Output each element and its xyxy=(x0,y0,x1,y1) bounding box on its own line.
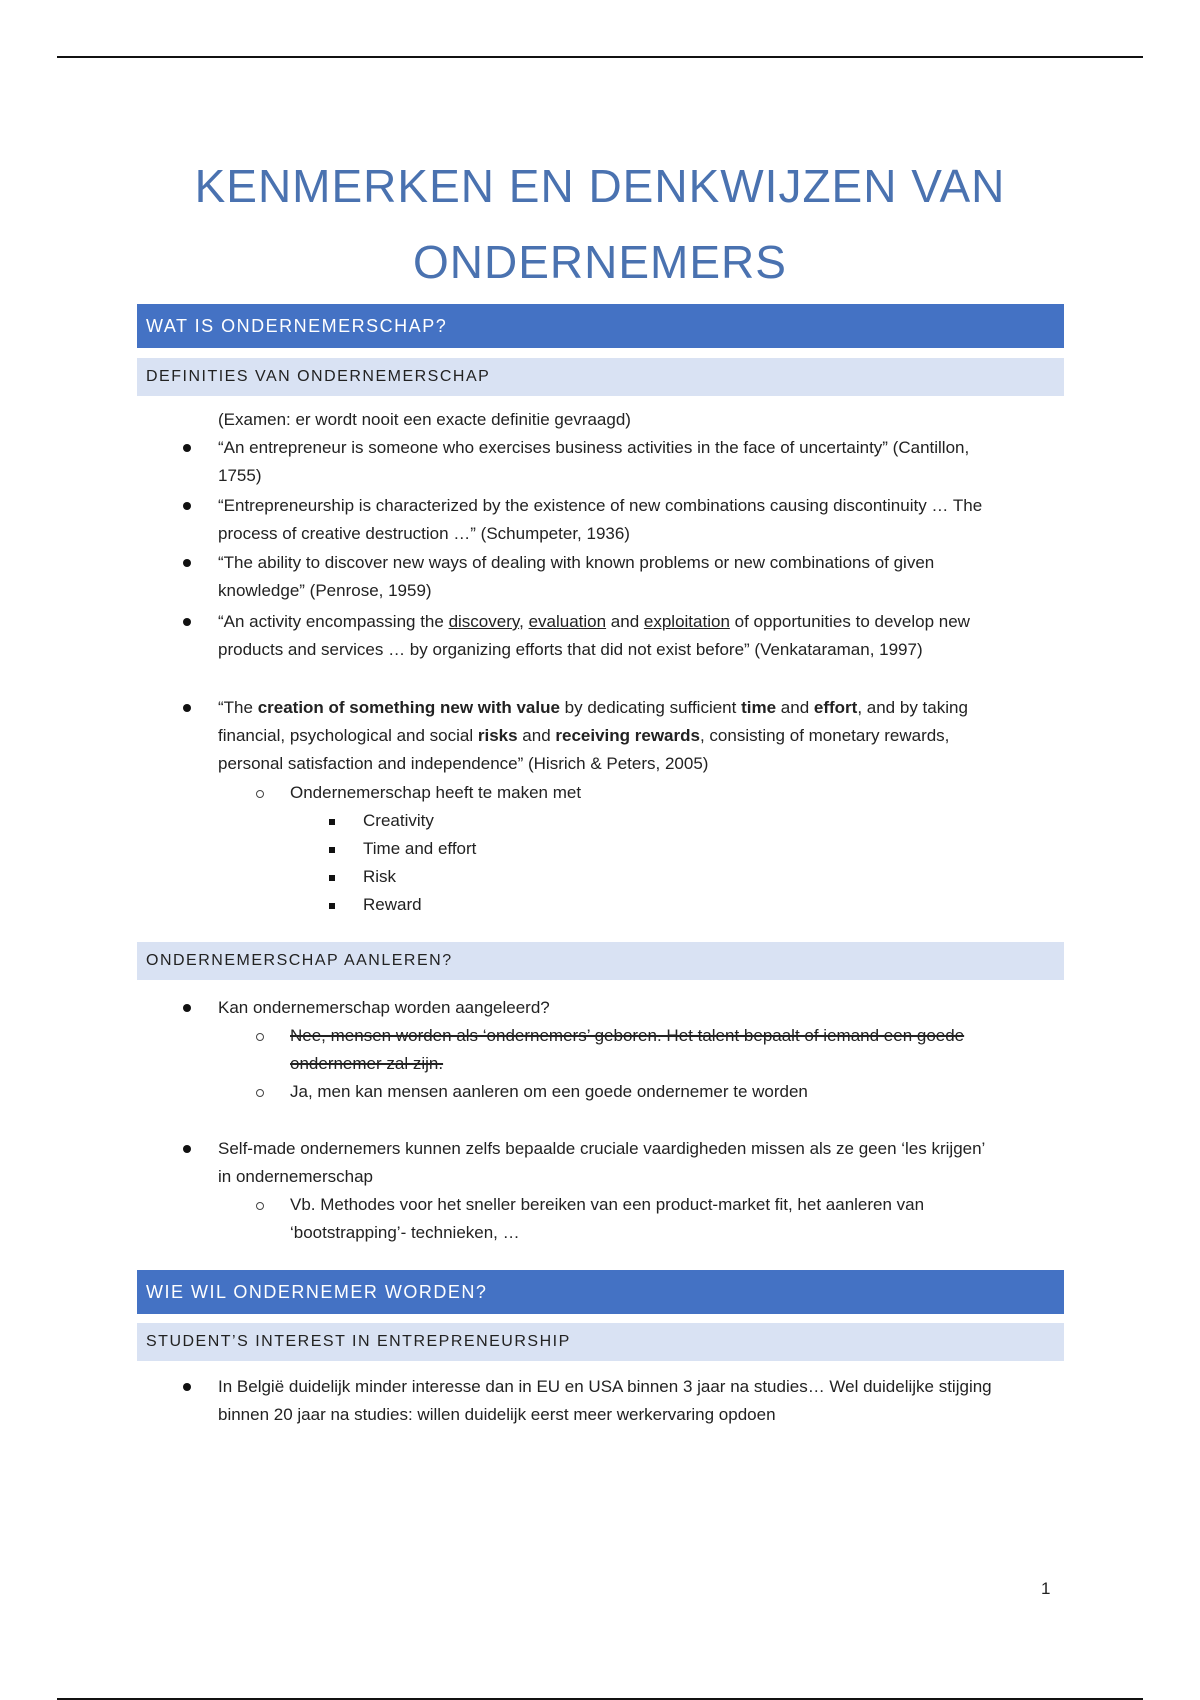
def4-discovery: discovery xyxy=(448,612,520,631)
example-line2: ‘bootstrapping’- technieken, … xyxy=(290,1223,520,1242)
circle-bullet-icon xyxy=(256,1202,264,1210)
bullet-icon xyxy=(183,559,191,567)
def4-pre: “An activity encompassing the xyxy=(218,612,449,631)
square-bullet-icon xyxy=(329,875,335,881)
struck-answer-line2: ondernemer zal zijn. xyxy=(290,1054,444,1073)
def5-l2c: , consisting of monetary rewards, xyxy=(699,726,950,745)
definition-venkataraman-line1 xyxy=(218,608,970,636)
definition-hisrich-line1 xyxy=(218,694,968,722)
title-line-2: ONDERNEMERS xyxy=(413,236,787,288)
selfmade-line1: Self-made ondernemers kunnen zelfs bepaalde cruciale vaardigheden missen als ze geen ‘les krijgen’ xyxy=(218,1139,986,1158)
list-item-risk: Risk xyxy=(363,867,397,886)
definition-penrose-line1: “The ability to discover new ways of dealing with known problems or new combinations of given xyxy=(218,553,935,572)
def5-t3: and xyxy=(776,698,814,717)
def5-l2b: and xyxy=(517,726,556,745)
def5-t2: by dedicating sufficient xyxy=(559,698,742,717)
section-heading-wat-is-ondernemerschap: WAT IS ONDERNEMERSCHAP? xyxy=(137,304,1064,348)
selfmade-line2: in ondernemerschap xyxy=(218,1167,373,1186)
exam-note: (Examen: er wordt nooit een exacte definitie gevraagd) xyxy=(218,410,631,429)
page-number: 1 xyxy=(1041,1579,1051,1598)
bullet-icon xyxy=(183,444,191,452)
question-aanleren: Kan ondernemerschap worden aangeleerd? xyxy=(218,998,550,1017)
interest-line2: binnen 20 jaar na studies: willen duidelijk eerst meer werkervaring opdoen xyxy=(218,1405,776,1424)
circle-bullet-icon xyxy=(256,1089,264,1097)
def4-sep1: , xyxy=(519,612,529,631)
struck-answer-line1: Nee, mensen worden als ‘ondernemers’ geboren. Het talent bepaalt of iemand een goede xyxy=(290,1026,965,1045)
list-item-reward: Reward xyxy=(363,895,422,914)
interest-line1: In België duidelijk minder interesse dan in EU en USA binnen 3 jaar na studies… Wel duidelijke stijging xyxy=(218,1377,992,1396)
definition-cantillon-line1: “An entrepreneur is someone who exercises business activities in the face of uncertainty” (Cantillon, xyxy=(218,438,970,457)
bullet-icon xyxy=(183,1383,191,1391)
bullet-icon xyxy=(183,618,191,626)
sub-item-ondernemerschap: Ondernemerschap heeft te maken met xyxy=(290,783,582,802)
bullet-icon xyxy=(183,704,191,712)
def4-post: of opportunities to develop new xyxy=(729,612,970,631)
def5-t1: “The xyxy=(218,698,258,717)
header-rule xyxy=(57,56,1143,58)
def5-t4: , and by taking xyxy=(857,698,968,717)
answer-yes: Ja, men kan mensen aanleren om een goede ondernemer te worden xyxy=(290,1082,808,1101)
page-title xyxy=(0,148,1200,300)
subsection-heading-definities: DEFINITIES VAN ONDERNEMERSCHAP xyxy=(137,358,1064,396)
definition-hisrich-line3: personal satisfaction and independence” (Hisrich & Peters, 2005) xyxy=(218,754,709,773)
def4-exploitation: exploitation xyxy=(643,612,730,631)
bullet-icon xyxy=(183,1004,191,1012)
subsection-heading-student-interest: STUDENT’S INTEREST IN ENTREPRENEURSHIP xyxy=(137,1323,1064,1361)
definition-cantillon-line2: 1755) xyxy=(218,466,262,485)
list-item-time-effort: Time and effort xyxy=(363,839,477,858)
def5-l2a: financial, psychological and social xyxy=(218,726,478,745)
def5-creation: creation of something new with value xyxy=(257,698,560,717)
example-line1: Vb. Methodes voor het sneller bereiken van een product-market fit, het aanleren van xyxy=(290,1195,925,1214)
def5-effort: effort xyxy=(813,698,858,717)
square-bullet-icon xyxy=(329,903,335,909)
square-bullet-icon xyxy=(329,819,335,825)
title-line-1: KENMERKEN EN DENKWIJZEN VAN xyxy=(194,160,1006,212)
square-bullet-icon xyxy=(329,847,335,853)
definition-penrose-line2: knowledge” (Penrose, 1959) xyxy=(218,581,432,600)
definition-schumpeter-line1: “Entrepreneurship is characterized by the existence of new combinations causing discontinuity … The xyxy=(218,496,983,515)
def5-rewards: receiving rewards xyxy=(555,726,700,745)
section-heading-wie-wil-ondernemer: WIE WIL ONDERNEMER WORDEN? xyxy=(137,1270,1064,1314)
def5-time: time xyxy=(741,698,777,717)
bullet-icon xyxy=(183,502,191,510)
def5-risks: risks xyxy=(477,726,518,745)
circle-bullet-icon xyxy=(256,1033,264,1041)
def4-sep2: and xyxy=(606,612,644,631)
definition-schumpeter-line2: process of creative destruction …” (Schumpeter, 1936) xyxy=(218,524,630,543)
subsection-heading-aanleren: ONDERNEMERSCHAP AANLEREN? xyxy=(137,942,1064,980)
circle-bullet-icon xyxy=(256,790,264,798)
definition-venkataraman-line2: products and services … by organizing efforts that did not exist before” (Venkataraman, 1997) xyxy=(218,640,923,659)
def4-evaluation: evaluation xyxy=(528,612,607,631)
list-item-creativity: Creativity xyxy=(363,811,434,830)
bullet-icon xyxy=(183,1145,191,1153)
definition-hisrich-line2 xyxy=(218,722,949,750)
